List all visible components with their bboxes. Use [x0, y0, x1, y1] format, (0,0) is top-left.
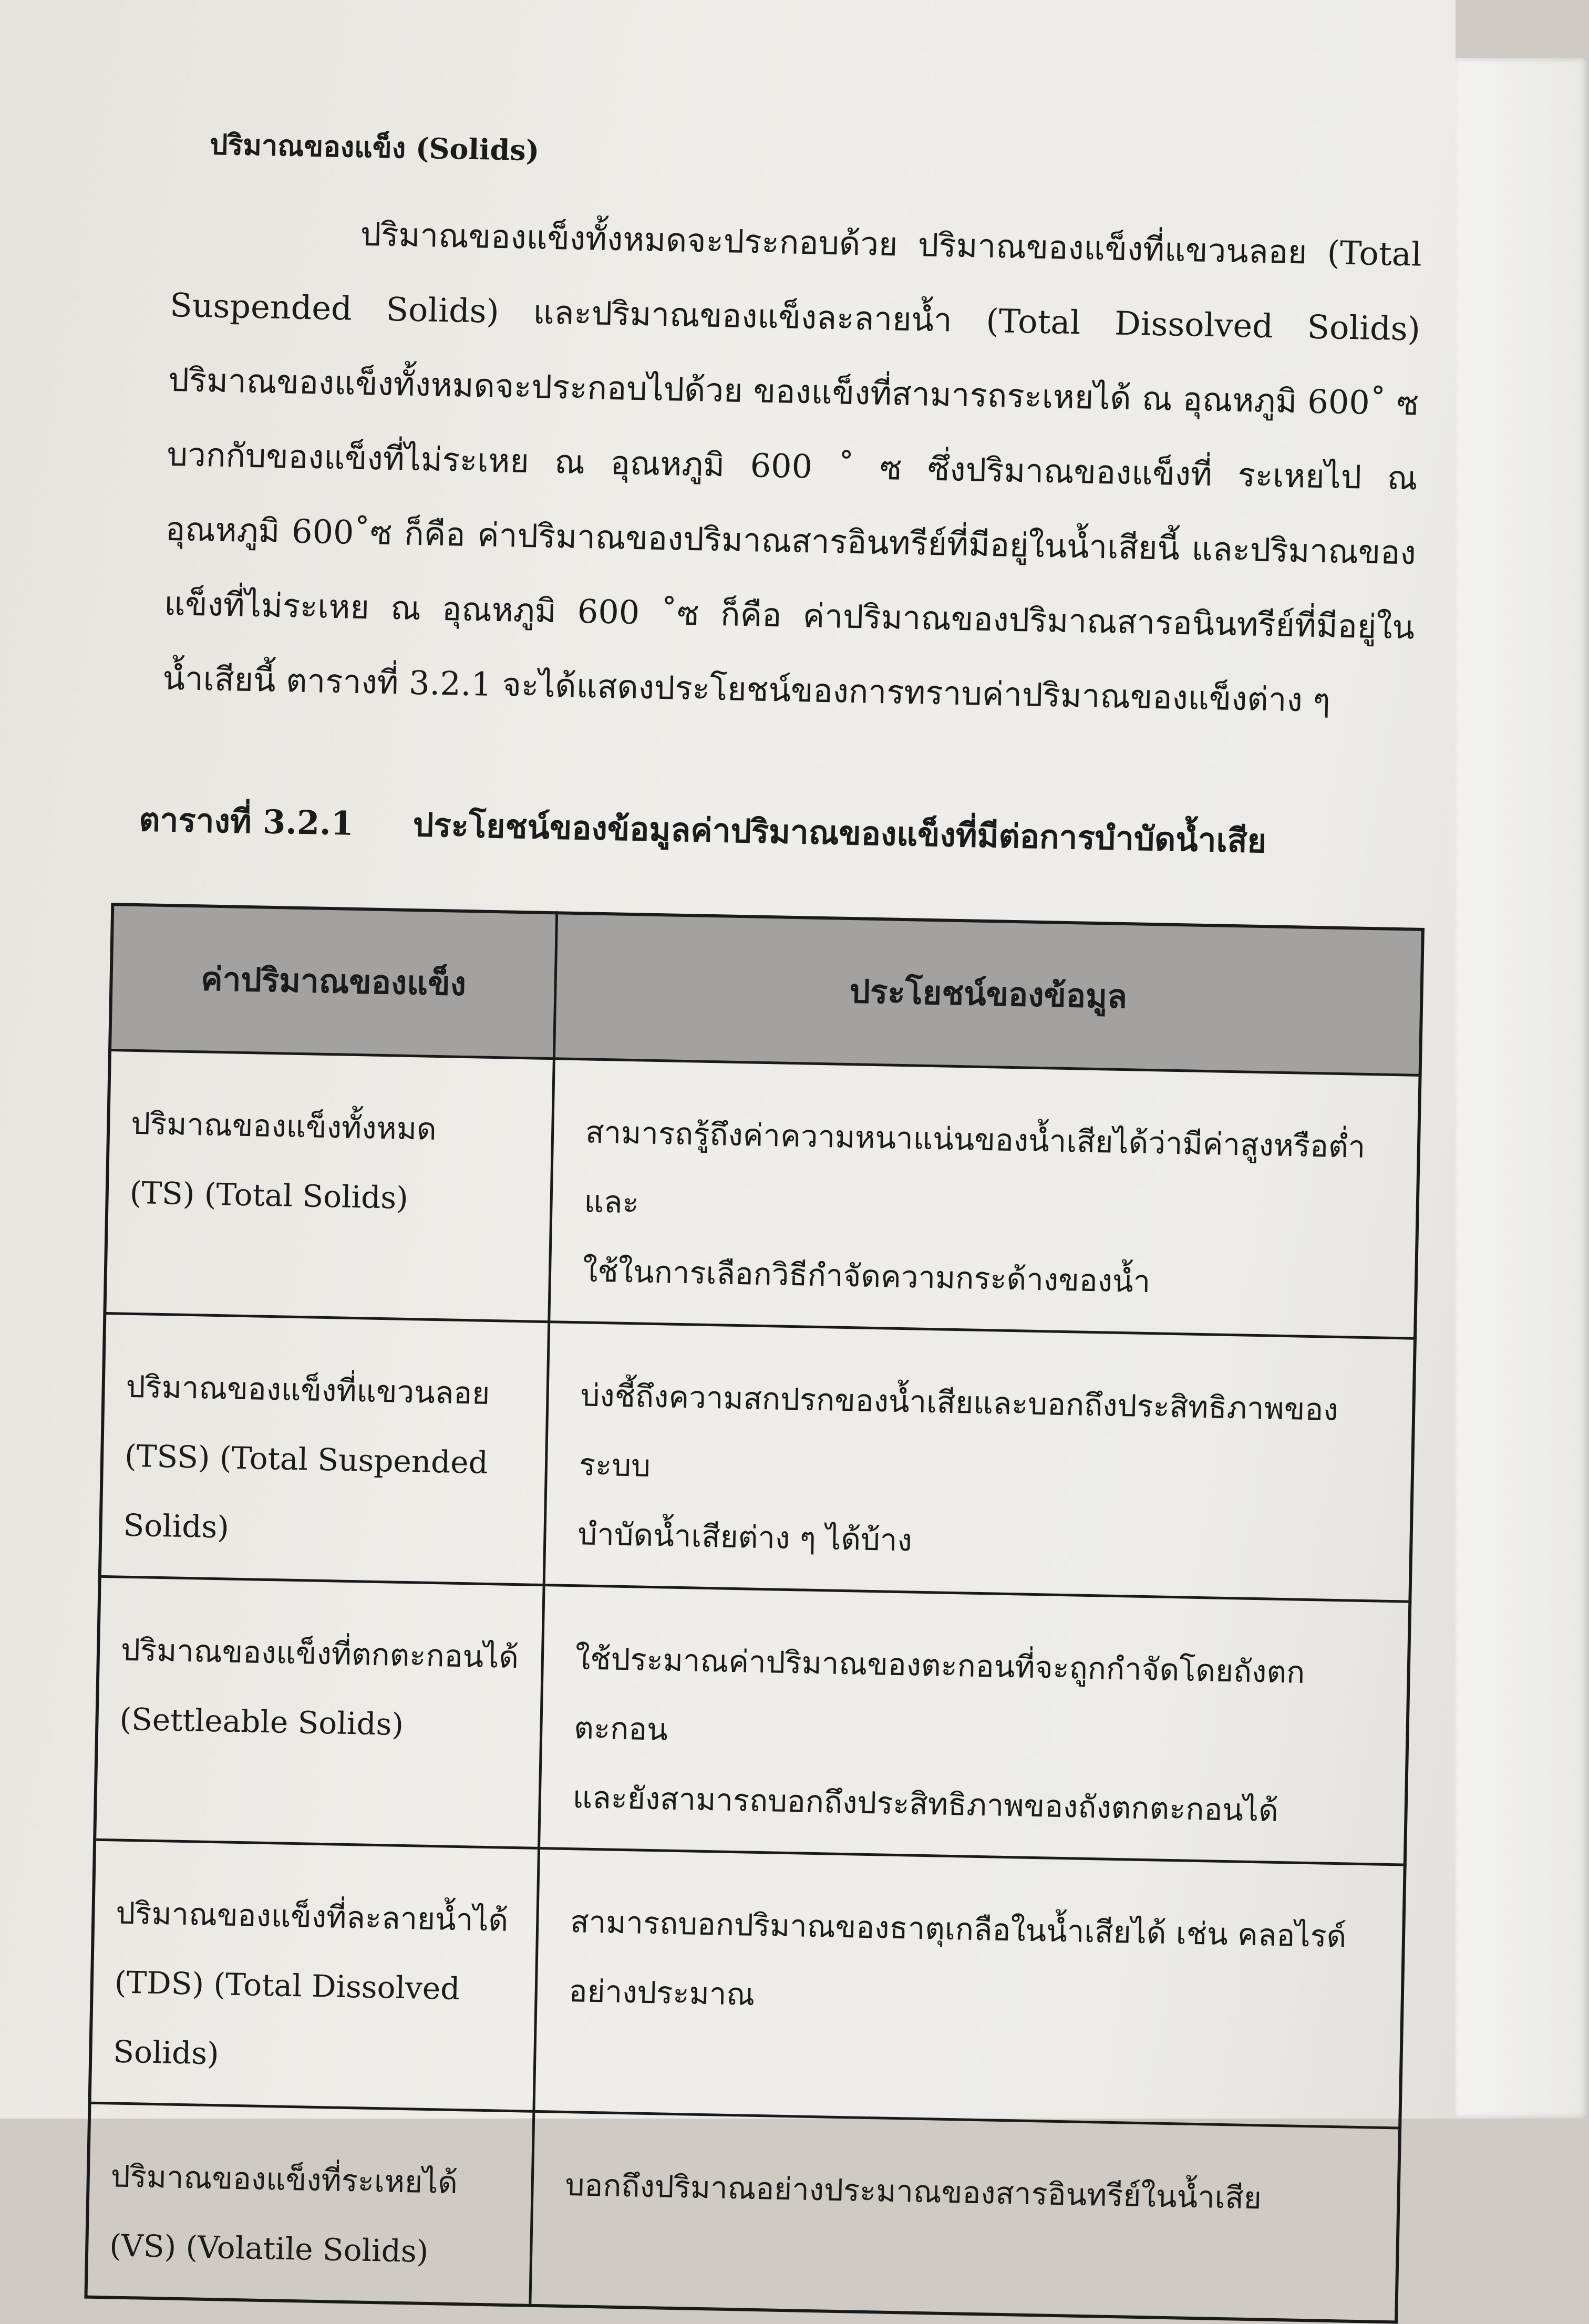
solids-name-thai: ปริมาณของแข็งที่ระเหยได้ — [110, 2158, 458, 2201]
table-row — [86, 2103, 1400, 2322]
benefit-cell — [530, 2111, 1400, 2322]
solids-type-cell — [90, 1840, 539, 2111]
solids-name-english: (TDS) (Total Dissolved Solids) — [112, 1964, 460, 2072]
benefit-line: สามารถบอกปริมาณของธาตุเกลือในน้ำเสียได้ เช่น คลอไรด์ — [570, 1904, 1347, 1955]
solids-type-cell — [86, 2103, 533, 2306]
paragraph-line: อุณหภูมิ 600˚ซ ก็คือ ค่าปริมาณของปริมาณสารอินทรีย์ที่มีอยู่ในน้ำเสียนี้ และปริมาณของ — [165, 509, 1417, 572]
benefit-cell — [534, 1848, 1405, 2128]
benefit-line: บ่งชี้ถึงความสกปรกของน้ำเสียและบอกถึงประสิทธิภาพของระบบ — [579, 1377, 1339, 1484]
solids-name-thai: ปริมาณของแข็งที่ตกตะกอนได้ — [120, 1631, 519, 1676]
solids-type-cell — [100, 1313, 549, 1585]
next-page-edge — [1456, 58, 1589, 2119]
table-title: ประโยชน์ของข้อมูลค่าปริมาณของแข็งที่มีต่อการบำบัดน้ำเสีย — [412, 805, 1267, 861]
table-row — [100, 1313, 1415, 1602]
solids-name-thai: ปริมาณของแข็งทั้งหมด — [130, 1105, 437, 1147]
benefit-cell — [539, 1585, 1410, 1865]
benefit-line: ใช้ในการเลือกวิธีกำจัดความกระด้างของน้ำ — [582, 1253, 1151, 1300]
benefit-cell — [549, 1059, 1420, 1339]
page-content — [109, 121, 1423, 2323]
body-paragraph — [162, 193, 1422, 740]
solids-type-cell — [105, 1050, 554, 1322]
table-number: ตารางที่ 3.2.1 — [138, 800, 354, 843]
table-row — [90, 1840, 1405, 2128]
benefit-line: สามารถรู้ถึงค่าความหนาแน่นของน้ำเสียได้ว่ามีค่าสูงหรือต่ำ และ — [584, 1114, 1366, 1221]
paragraph-line: ปริมาณของแข็งทั้งหมดจะประกอบด้วย ปริมาณของแข็งที่แขวนลอย (Total — [360, 214, 1422, 274]
solids-name-english: (TS) (Total Solids) — [129, 1174, 409, 1216]
table-header-row — [110, 904, 1423, 1075]
paragraph-line: Suspended Solids) และปริมาณของแข็งละลายน้ำ (Total Dissolved Solids) — [169, 285, 1421, 348]
benefit-line: อย่างประมาณ — [569, 1973, 755, 2012]
paragraph-line: แข็งที่ไม่ระเหย ณ อุณหภูมิ 600 ˚ซ ก็คือ ค่าปริมาณของปริมาณสารอนินทรีย์ที่มีอยู่ใน — [163, 584, 1415, 647]
header-benefit: ประโยชน์ของข้อมูล — [554, 913, 1423, 1075]
section-heading: ปริมาณของแข็ง (Solids) — [209, 127, 540, 168]
solids-name-thai: ปริมาณของแข็งที่แขวนลอย — [126, 1368, 490, 1412]
benefit-line: บอกถึงปริมาณอย่างประมาณของสารอินทรีย์ในน้ำเสีย — [565, 2167, 1262, 2216]
benefit-line: ใช้ประมาณค่าปริมาณของตะกอนที่จะถูกกำจัดโดยถังตกตะกอน — [573, 1640, 1305, 1748]
table-row — [95, 1576, 1410, 1865]
paragraph-line: ปริมาณของแข็งทั้งหมดจะประกอบไปด้วย ของแข็งที่สามารถระเหยได้ ณ อุณหภูมิ 600˚ ซ — [168, 360, 1419, 423]
solids-name-english: (VS) (Volatile Solids) — [109, 2227, 429, 2270]
solids-table — [84, 903, 1425, 2324]
paragraph-line: น้ำเสียนี้ ตารางที่ 3.2.1 จะได้แสดงประโยชน์ของการทราบค่าปริมาณของแข็งต่าง ๆ — [162, 658, 1331, 720]
benefit-line: บำบัดน้ำเสียต่าง ๆ ได้บ้าง — [577, 1516, 913, 1558]
benefit-cell — [544, 1322, 1415, 1602]
paragraph-line: บวกกับของแข็งที่ไม่ระเหย ณ อุณหภูมิ 600 ˚ ซ ซึ่งปริมาณของแข็งที่ ระเหยไป ณ — [167, 435, 1418, 498]
solids-type-cell — [95, 1576, 544, 1848]
solids-name-english: (TSS) (Total Suspended Solids) — [123, 1438, 489, 1545]
table-row — [105, 1050, 1420, 1339]
solids-name-english: (Settleable Solids) — [119, 1701, 404, 1742]
benefit-line: และยังสามารถบอกถึงประสิทธิภาพของถังตกตะกอนได้ — [572, 1779, 1279, 1829]
solids-name-thai: ปริมาณของแข็งที่ละลายน้ำได้ — [115, 1895, 509, 1938]
header-solids-type: ค่าปริมาณของแข็ง — [110, 904, 557, 1059]
table-caption — [139, 794, 1411, 870]
